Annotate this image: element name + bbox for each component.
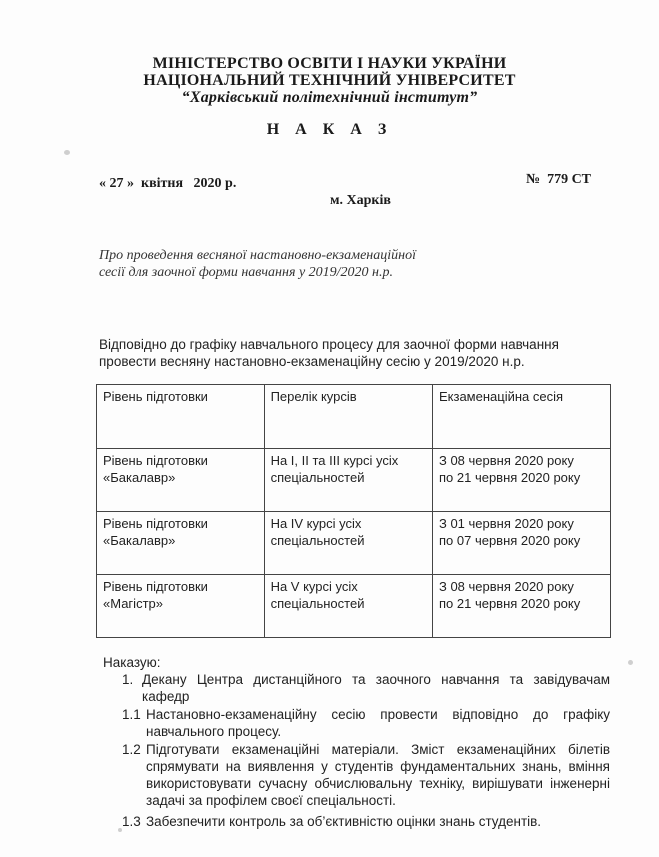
order-date: « 27 » квітня 2020 р. xyxy=(99,176,237,191)
courses-cell xyxy=(264,512,432,575)
order-item-1-2 xyxy=(122,741,610,809)
level-cell xyxy=(97,575,265,638)
session-text: З 08 червня 2020 року xyxy=(438,579,574,594)
header-cell-courses: Перелік курсів xyxy=(264,385,432,449)
intro-line: провести весняну настановно-екзаменаційну сесію у 2019/2020 н.р. xyxy=(99,354,525,369)
item-number: 1.3 xyxy=(122,814,141,829)
level-text: Рівень підготовки xyxy=(103,579,208,594)
item-line: Декану Центра дистанційного та заочного навчання та завідувачам xyxy=(142,672,610,687)
order-item-1-1 xyxy=(122,706,610,740)
table-row xyxy=(97,449,611,512)
session-cell xyxy=(432,575,610,638)
courses-text: спеціальностей xyxy=(270,533,365,548)
order-subject xyxy=(99,247,416,281)
item-line: Забезпечити контроль за об’єктивністю оцінки знань студентів. xyxy=(146,814,542,829)
university-heading: НАЦІОНАЛЬНИЙ ТЕХНІЧНИЙ УНІВЕРСИТЕТ xyxy=(143,72,516,89)
table-header-row xyxy=(97,385,611,449)
item-line: навчального процесу. xyxy=(146,724,282,739)
level-text: «Бакалавр» xyxy=(103,470,176,485)
intro-paragraph xyxy=(99,336,559,370)
level-text: Рівень підготовки xyxy=(103,453,208,468)
courses-text: спеціальностей xyxy=(270,596,365,611)
session-cell xyxy=(432,512,610,575)
session-text: З 08 червня 2020 року xyxy=(438,453,574,468)
header-cell-level: Рівень підготовки xyxy=(97,385,265,449)
institute-heading: “Харківський політехнічний інститут” xyxy=(181,89,478,106)
order-number: № 779 СТ xyxy=(526,172,592,187)
item-number: 1. xyxy=(122,672,134,687)
item-number: 1.1 xyxy=(122,707,141,722)
item-number: 1.2 xyxy=(122,742,141,757)
level-text: «Бакалавр» xyxy=(103,533,176,548)
item-line: використовувати сучасну обчислювальну техніку, вирішувати інженерні xyxy=(146,776,610,791)
item-line: Настановно-екзаменаційну сесію провести відповідно до графіку xyxy=(146,707,610,722)
item-line: спрямувати на виявлення у студентів фундаментальних знань, вміння xyxy=(146,759,610,774)
scan-speck xyxy=(628,660,633,665)
item-line: кафедр xyxy=(142,689,190,704)
session-text: по 21 червня 2020 року xyxy=(438,470,581,485)
level-text: «Магістр» xyxy=(103,596,163,611)
courses-text: На I, II та III курсі усіх xyxy=(270,453,399,468)
header-cell-session: Екзаменаційна сесія xyxy=(432,385,610,449)
courses-text: спеціальностей xyxy=(270,470,365,485)
order-title: Н А К А З xyxy=(266,121,393,138)
courses-text: На V курсі усіх xyxy=(270,579,358,594)
order-item-1 xyxy=(122,671,610,705)
item-line: задачі за профілем своєї спеціальності. xyxy=(146,793,396,808)
session-text: по 21 червня 2020 року xyxy=(438,596,581,611)
table-row xyxy=(97,512,611,575)
orders-intro: Наказую: xyxy=(103,655,161,670)
order-city: м. Харків xyxy=(330,193,391,208)
session-text: по 07 червня 2020 року xyxy=(438,533,581,548)
level-cell xyxy=(97,449,265,512)
session-text: З 01 червня 2020 року xyxy=(438,516,574,531)
intro-line: Відповідно до графіку навчального процесу для заочної форми навчання xyxy=(99,337,559,352)
scan-speck xyxy=(64,150,70,155)
subject-line: Про проведення весняної настановно-екзаменаційної xyxy=(99,248,416,263)
subject-line: сесії для заочної форми навчання у 2019/2020 н.р. xyxy=(99,265,393,280)
courses-text: На IV курсі усіх xyxy=(270,516,362,531)
table-row xyxy=(97,575,611,638)
courses-cell xyxy=(264,575,432,638)
item-line: Підготувати екзаменаційні матеріали. Зміст екзаменаційних білетів xyxy=(146,742,610,757)
level-cell xyxy=(97,512,265,575)
session-cell xyxy=(432,449,610,512)
order-item-1-3 xyxy=(122,813,610,830)
courses-cell xyxy=(264,449,432,512)
level-text: Рівень підготовки xyxy=(103,516,208,531)
session-schedule-table xyxy=(96,384,611,638)
ministry-heading: МІНІСТЕРСТВО ОСВІТИ І НАУКИ УКРАЇНИ xyxy=(152,55,507,72)
